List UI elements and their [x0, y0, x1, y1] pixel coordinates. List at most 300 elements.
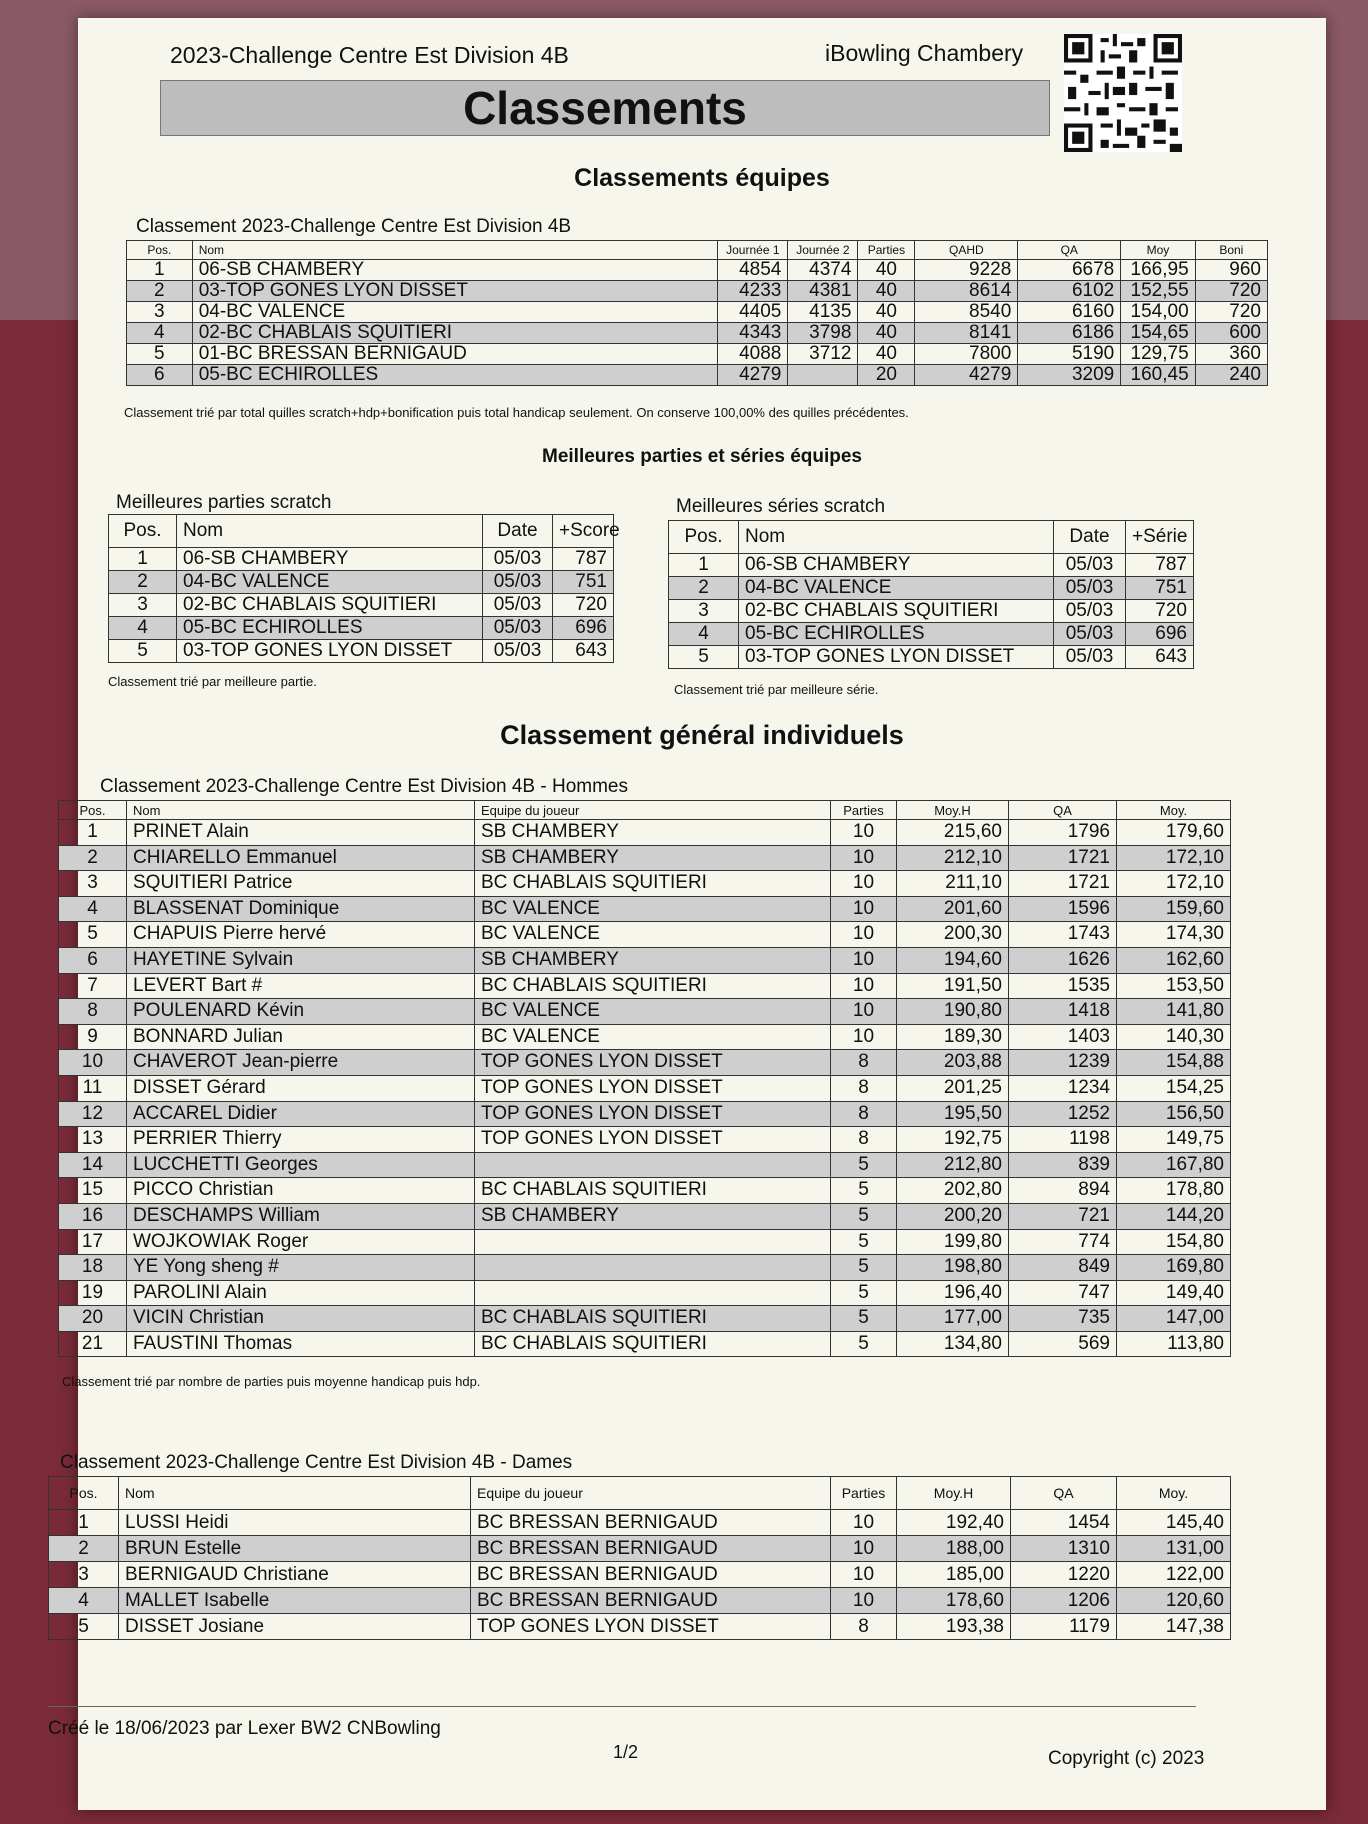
- table-cell: BRUN Estelle: [119, 1536, 471, 1562]
- table-cell: 131,00: [1117, 1536, 1231, 1562]
- table-cell: 1: [669, 554, 739, 577]
- table-cell: 240: [1195, 365, 1267, 386]
- table-cell: 192,40: [897, 1510, 1011, 1536]
- table-cell: 21: [59, 1331, 127, 1357]
- table-cell: 160,45: [1121, 365, 1195, 386]
- table-cell: 149,75: [1117, 1127, 1231, 1153]
- column-header: Pos.: [49, 1477, 119, 1510]
- table-cell: 8540: [915, 302, 1018, 323]
- table-cell: 3: [59, 871, 127, 897]
- table-cell: 751: [1126, 577, 1194, 600]
- table-cell: 140,30: [1117, 1024, 1231, 1050]
- table-cell: 4279: [915, 365, 1018, 386]
- table-cell: 696: [553, 617, 614, 640]
- table-cell: 5: [49, 1614, 119, 1640]
- table-cell: 10: [831, 871, 897, 897]
- table-cell: 1: [109, 548, 177, 571]
- table-cell: 202,80: [897, 1178, 1009, 1204]
- men-note: Classement trié par nombre de parties puis moyenne handicap puis hdp.: [62, 1374, 481, 1389]
- table-row: [49, 1510, 1231, 1536]
- table-cell: 2: [59, 845, 127, 871]
- table-row: [59, 1152, 1231, 1178]
- column-header: Pos.: [109, 515, 177, 548]
- table-cell: 203,88: [897, 1050, 1009, 1076]
- table-cell: 1206: [1011, 1588, 1117, 1614]
- table-cell: 960: [1195, 260, 1267, 281]
- table-cell: 02-BC CHABLAIS SQUITIERI: [177, 594, 483, 617]
- table-cell: 03-TOP GONES LYON DISSET: [192, 281, 718, 302]
- table-row: [669, 623, 1194, 646]
- table-row: [109, 548, 614, 571]
- table-cell: 5: [831, 1178, 897, 1204]
- table-cell: [475, 1280, 831, 1306]
- table-cell: POULENARD Kévin: [127, 999, 475, 1025]
- table-cell: 05/03: [483, 571, 553, 594]
- table-header-row: [49, 1477, 1231, 1510]
- table-cell: 154,25: [1117, 1075, 1231, 1101]
- table-row: [59, 1229, 1231, 1255]
- table-cell: 154,88: [1117, 1050, 1231, 1076]
- table-cell: 1454: [1011, 1510, 1117, 1536]
- table-cell: 5: [109, 640, 177, 663]
- table-cell: 13: [59, 1127, 127, 1153]
- table-cell: 199,80: [897, 1229, 1009, 1255]
- table-cell: 188,00: [897, 1536, 1011, 1562]
- table-cell: 05/03: [1054, 577, 1126, 600]
- column-header: QA: [1009, 801, 1117, 820]
- table-cell: 1234: [1009, 1075, 1117, 1101]
- table-cell: BC CHABLAIS SQUITIERI: [475, 1306, 831, 1332]
- footer-divider: [48, 1706, 1196, 1707]
- table-cell: 178,60: [897, 1588, 1011, 1614]
- table-cell: 211,10: [897, 871, 1009, 897]
- column-header: Nom: [739, 521, 1054, 554]
- table-cell: 178,80: [1117, 1178, 1231, 1204]
- table-cell: 40: [858, 344, 915, 365]
- table-cell: 4405: [718, 302, 788, 323]
- table-cell: 154,80: [1117, 1229, 1231, 1255]
- qr-code-icon: [1063, 34, 1183, 152]
- table-cell: 849: [1009, 1255, 1117, 1281]
- table-cell: 4: [127, 323, 193, 344]
- table-cell: 8: [59, 999, 127, 1025]
- table-row: [59, 947, 1231, 973]
- table-cell: 195,50: [897, 1101, 1009, 1127]
- table-row: [59, 1203, 1231, 1229]
- best-series-table: [668, 520, 1194, 669]
- table-cell: 751: [553, 571, 614, 594]
- table-row: [669, 646, 1194, 669]
- table-cell: LEVERT Bart #: [127, 973, 475, 999]
- table-cell: 5: [831, 1152, 897, 1178]
- table-row: [669, 577, 1194, 600]
- table-cell: PRINET Alain: [127, 820, 475, 846]
- table-cell: 3712: [788, 344, 858, 365]
- table-cell: 17: [59, 1229, 127, 1255]
- table-cell: 120,60: [1117, 1588, 1231, 1614]
- table-row: [127, 344, 1268, 365]
- table-cell: 18: [59, 1255, 127, 1281]
- table-cell: 4: [59, 896, 127, 922]
- table-cell: 129,75: [1121, 344, 1195, 365]
- table-cell: 8614: [915, 281, 1018, 302]
- table-cell: BC VALENCE: [475, 999, 831, 1025]
- table-cell: 3: [109, 594, 177, 617]
- column-header: QA: [1018, 241, 1121, 260]
- table-cell: DESCHAMPS William: [127, 1203, 475, 1229]
- column-header: Pos.: [669, 521, 739, 554]
- table-cell: 185,00: [897, 1562, 1011, 1588]
- table-cell: 5: [831, 1280, 897, 1306]
- table-cell: 122,00: [1117, 1562, 1231, 1588]
- table-cell: SQUITIERI Patrice: [127, 871, 475, 897]
- table-cell: 1239: [1009, 1050, 1117, 1076]
- table-cell: 152,55: [1121, 281, 1195, 302]
- table-row: [127, 260, 1268, 281]
- table-row: [49, 1562, 1231, 1588]
- table-cell: 02-BC CHABLAIS SQUITIERI: [192, 323, 718, 344]
- document-page: [48, 18, 1326, 1810]
- column-header: QAHD: [915, 241, 1018, 260]
- table-cell: 04-BC VALENCE: [739, 577, 1054, 600]
- column-header: +Série: [1126, 521, 1194, 554]
- women-caption: Classement 2023-Challenge Centre Est Division 4B - Dames: [60, 1452, 573, 1473]
- table-cell: 10: [831, 922, 897, 948]
- table-row: [59, 1255, 1231, 1281]
- competition-title: 2023-Challenge Centre Est Division 4B: [170, 42, 569, 68]
- table-cell: 06-SB CHAMBERY: [739, 554, 1054, 577]
- column-header: Equipe du joueur: [475, 801, 831, 820]
- table-cell: 134,80: [897, 1331, 1009, 1357]
- table-cell: 193,38: [897, 1614, 1011, 1640]
- table-cell: 2: [669, 577, 739, 600]
- table-cell: 6186: [1018, 323, 1121, 344]
- table-cell: 196,40: [897, 1280, 1009, 1306]
- table-cell: BC CHABLAIS SQUITIERI: [475, 871, 831, 897]
- table-cell: 01-BC BRESSAN BERNIGAUD: [192, 344, 718, 365]
- table-cell: 201,25: [897, 1075, 1009, 1101]
- table-cell: 2: [49, 1536, 119, 1562]
- table-cell: 5: [831, 1229, 897, 1255]
- table-cell: 16: [59, 1203, 127, 1229]
- column-header: +Score: [553, 515, 614, 548]
- table-cell: 05/03: [1054, 623, 1126, 646]
- table-cell: BC BRESSAN BERNIGAUD: [471, 1510, 831, 1536]
- table-cell: 192,75: [897, 1127, 1009, 1153]
- table-cell: 172,10: [1117, 871, 1231, 897]
- table-cell: TOP GONES LYON DISSET: [475, 1127, 831, 1153]
- table-cell: 774: [1009, 1229, 1117, 1255]
- table-row: [49, 1588, 1231, 1614]
- table-cell: 149,40: [1117, 1280, 1231, 1306]
- column-header: Nom: [177, 515, 483, 548]
- table-cell: 1796: [1009, 820, 1117, 846]
- table-cell: PAROLINI Alain: [127, 1280, 475, 1306]
- table-row: [109, 594, 614, 617]
- table-cell: 40: [858, 260, 915, 281]
- table-cell: 179,60: [1117, 820, 1231, 846]
- table-cell: BC BRESSAN BERNIGAUD: [471, 1536, 831, 1562]
- table-cell: PERRIER Thierry: [127, 1127, 475, 1153]
- table-cell: 154,65: [1121, 323, 1195, 344]
- table-cell: 4343: [718, 323, 788, 344]
- column-header: QA: [1011, 1477, 1117, 1510]
- table-cell: 10: [831, 973, 897, 999]
- best-series-note: Classement trié par meilleure série.: [674, 682, 879, 697]
- table-cell: [788, 365, 858, 386]
- table-row: [59, 1075, 1231, 1101]
- column-header: Nom: [192, 241, 718, 260]
- table-cell: 198,80: [897, 1255, 1009, 1281]
- table-cell: 10: [831, 947, 897, 973]
- table-cell: 6: [59, 947, 127, 973]
- table-cell: 166,95: [1121, 260, 1195, 281]
- table-cell: 10: [831, 845, 897, 871]
- table-cell: 3: [669, 600, 739, 623]
- table-cell: WOJKOWIAK Roger: [127, 1229, 475, 1255]
- table-cell: BC CHABLAIS SQUITIERI: [475, 1178, 831, 1204]
- table-cell: 720: [553, 594, 614, 617]
- table-cell: 720: [1195, 281, 1267, 302]
- table-header-row: [109, 515, 614, 548]
- table-cell: 696: [1126, 623, 1194, 646]
- table-cell: 05/03: [1054, 554, 1126, 577]
- table-cell: 154,00: [1121, 302, 1195, 323]
- table-cell: 212,80: [897, 1152, 1009, 1178]
- table-cell: 7800: [915, 344, 1018, 365]
- table-cell: 720: [1126, 600, 1194, 623]
- table-cell: 5: [831, 1306, 897, 1332]
- table-cell: 147,00: [1117, 1306, 1231, 1332]
- table-row: [59, 1331, 1231, 1357]
- table-cell: 10: [831, 1024, 897, 1050]
- table-header-row: [127, 241, 1268, 260]
- table-cell: 191,50: [897, 973, 1009, 999]
- table-row: [59, 871, 1231, 897]
- table-cell: 720: [1195, 302, 1267, 323]
- table-cell: 4854: [718, 260, 788, 281]
- table-cell: TOP GONES LYON DISSET: [471, 1614, 831, 1640]
- table-cell: 643: [1126, 646, 1194, 669]
- table-cell: 6678: [1018, 260, 1121, 281]
- table-cell: 735: [1009, 1306, 1117, 1332]
- table-cell: BC CHABLAIS SQUITIERI: [475, 1331, 831, 1357]
- table-cell: BC VALENCE: [475, 922, 831, 948]
- table-cell: 06-SB CHAMBERY: [192, 260, 718, 281]
- table-row: [49, 1614, 1231, 1640]
- table-cell: 10: [831, 999, 897, 1025]
- table-cell: 5190: [1018, 344, 1121, 365]
- section-title-individuals: Classement général individuels: [500, 720, 904, 750]
- table-cell: DISSET Gérard: [127, 1075, 475, 1101]
- table-cell: 10: [831, 1562, 897, 1588]
- table-cell: 19: [59, 1280, 127, 1306]
- table-row: [669, 554, 1194, 577]
- table-row: [109, 617, 614, 640]
- footer-created: Créé le 18/06/2023 par Lexer BW2 CNBowling: [48, 1718, 441, 1739]
- column-header: Moy.: [1117, 801, 1231, 820]
- table-cell: 894: [1009, 1178, 1117, 1204]
- table-cell: 2: [127, 281, 193, 302]
- table-cell: 03-TOP GONES LYON DISSET: [739, 646, 1054, 669]
- table-cell: 141,80: [1117, 999, 1231, 1025]
- table-cell: 1403: [1009, 1024, 1117, 1050]
- table-cell: 113,80: [1117, 1331, 1231, 1357]
- table-cell: 4088: [718, 344, 788, 365]
- column-header: Nom: [127, 801, 475, 820]
- table-row: [59, 1280, 1231, 1306]
- table-cell: 839: [1009, 1152, 1117, 1178]
- table-cell: TOP GONES LYON DISSET: [475, 1050, 831, 1076]
- table-cell: 787: [553, 548, 614, 571]
- table-cell: 1596: [1009, 896, 1117, 922]
- best-games-note: Classement trié par meilleure partie.: [108, 674, 317, 689]
- table-row: [59, 1127, 1231, 1153]
- footer-page-number: 1/2: [613, 1742, 639, 1762]
- table-cell: 1310: [1011, 1536, 1117, 1562]
- table-row: [59, 1306, 1231, 1332]
- table-row: [109, 571, 614, 594]
- table-cell: 215,60: [897, 820, 1009, 846]
- table-cell: 1: [59, 820, 127, 846]
- table-cell: VICIN Christian: [127, 1306, 475, 1332]
- table-cell: FAUSTINI Thomas: [127, 1331, 475, 1357]
- table-cell: 6160: [1018, 302, 1121, 323]
- table-cell: 1721: [1009, 845, 1117, 871]
- table-cell: PICCO Christian: [127, 1178, 475, 1204]
- table-cell: ACCAREL Didier: [127, 1101, 475, 1127]
- table-cell: 02-BC CHABLAIS SQUITIERI: [739, 600, 1054, 623]
- table-cell: 10: [831, 896, 897, 922]
- table-cell: 14: [59, 1152, 127, 1178]
- table-cell: 1220: [1011, 1562, 1117, 1588]
- column-header: Journée 1: [718, 241, 788, 260]
- table-cell: 1: [49, 1510, 119, 1536]
- table-cell: [475, 1229, 831, 1255]
- table-row: [59, 1178, 1231, 1204]
- table-cell: 1: [127, 260, 193, 281]
- table-cell: 3798: [788, 323, 858, 344]
- table-cell: 169,80: [1117, 1255, 1231, 1281]
- table-cell: 5: [669, 646, 739, 669]
- column-header: Pos.: [59, 801, 127, 820]
- table-cell: 4233: [718, 281, 788, 302]
- women-table: [48, 1476, 1231, 1640]
- table-cell: 7: [59, 973, 127, 999]
- table-cell: 1418: [1009, 999, 1117, 1025]
- column-header: Pos.: [127, 241, 193, 260]
- column-header: Parties: [831, 1477, 897, 1510]
- table-cell: 600: [1195, 323, 1267, 344]
- table-row: [669, 600, 1194, 623]
- men-caption: Classement 2023-Challenge Centre Est Division 4B - Hommes: [100, 776, 629, 797]
- table-header-row: [669, 521, 1194, 554]
- table-cell: 03-TOP GONES LYON DISSET: [177, 640, 483, 663]
- section-title-teams: Classements équipes: [574, 164, 830, 192]
- table-cell: 4374: [788, 260, 858, 281]
- table-cell: BC CHABLAIS SQUITIERI: [475, 973, 831, 999]
- page-banner: Classements: [160, 80, 1050, 136]
- column-header: Moy.H: [897, 801, 1009, 820]
- table-cell: 194,60: [897, 947, 1009, 973]
- table-row: [59, 1101, 1231, 1127]
- teams-note: Classement trié par total quilles scratch+hdp+bonification puis total handicap seulement. On conserve 100,00% des quilles précédentes.: [124, 405, 909, 420]
- column-header: Journée 2: [788, 241, 858, 260]
- table-cell: 8: [831, 1050, 897, 1076]
- table-cell: 787: [1126, 554, 1194, 577]
- table-cell: 747: [1009, 1280, 1117, 1306]
- table-cell: 40: [858, 302, 915, 323]
- table-cell: 5: [831, 1331, 897, 1357]
- table-cell: 147,38: [1117, 1614, 1231, 1640]
- teams-caption: Classement 2023-Challenge Centre Est Division 4B: [136, 216, 572, 237]
- table-cell: BC VALENCE: [475, 896, 831, 922]
- table-cell: 8: [831, 1101, 897, 1127]
- table-cell: 10: [831, 1588, 897, 1614]
- table-cell: 05-BC ECHIROLLES: [192, 365, 718, 386]
- table-cell: 1626: [1009, 947, 1117, 973]
- table-cell: SB CHAMBERY: [475, 947, 831, 973]
- best-games-table: [108, 514, 620, 663]
- column-header: Equipe du joueur: [471, 1477, 831, 1510]
- table-row: [59, 999, 1231, 1025]
- venue-name: iBowling Chambery: [825, 40, 1024, 66]
- table-cell: SB CHAMBERY: [475, 845, 831, 871]
- table-cell: 1198: [1009, 1127, 1117, 1153]
- table-cell: 9228: [915, 260, 1018, 281]
- table-cell: SB CHAMBERY: [475, 1203, 831, 1229]
- table-cell: 3209: [1018, 365, 1121, 386]
- table-cell: 1252: [1009, 1101, 1117, 1127]
- table-row: [59, 896, 1231, 922]
- table-cell: TOP GONES LYON DISSET: [475, 1101, 831, 1127]
- table-cell: 162,60: [1117, 947, 1231, 973]
- table-cell: 04-BC VALENCE: [177, 571, 483, 594]
- table-cell: SB CHAMBERY: [475, 820, 831, 846]
- table-cell: 40: [858, 323, 915, 344]
- table-cell: CHAPUIS Pierre hervé: [127, 922, 475, 948]
- table-cell: 05/03: [1054, 600, 1126, 623]
- table-cell: BERNIGAUD Christiane: [119, 1562, 471, 1588]
- table-row: [59, 922, 1231, 948]
- table-cell: 05/03: [483, 548, 553, 571]
- table-cell: 5: [831, 1255, 897, 1281]
- table-cell: 10: [831, 1510, 897, 1536]
- table-cell: [475, 1255, 831, 1281]
- table-cell: 40: [858, 281, 915, 302]
- table-cell: YE Yong sheng #: [127, 1255, 475, 1281]
- table-cell: 10: [831, 820, 897, 846]
- table-cell: 8: [831, 1075, 897, 1101]
- table-cell: 15: [59, 1178, 127, 1204]
- table-cell: 05/03: [483, 640, 553, 663]
- table-row: [59, 820, 1231, 846]
- table-cell: 10: [59, 1050, 127, 1076]
- table-cell: 569: [1009, 1331, 1117, 1357]
- table-cell: 4135: [788, 302, 858, 323]
- table-cell: 05/03: [483, 594, 553, 617]
- table-row: [59, 1050, 1231, 1076]
- section-title-best: Meilleures parties et séries équipes: [542, 446, 862, 467]
- column-header: Parties: [858, 241, 915, 260]
- table-cell: CHIARELLO Emmanuel: [127, 845, 475, 871]
- table-cell: 200,30: [897, 922, 1009, 948]
- table-cell: 4279: [718, 365, 788, 386]
- table-cell: 172,10: [1117, 845, 1231, 871]
- teams-table: [126, 240, 1268, 386]
- table-cell: 144,20: [1117, 1203, 1231, 1229]
- table-cell: BC VALENCE: [475, 1024, 831, 1050]
